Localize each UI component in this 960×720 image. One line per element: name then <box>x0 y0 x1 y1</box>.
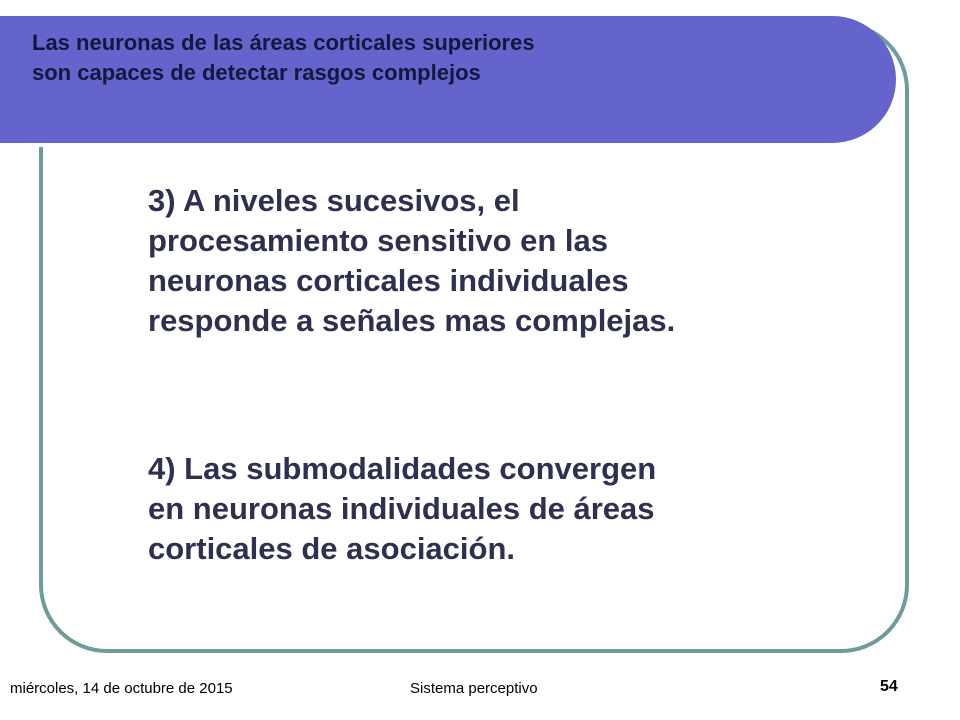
body-point-3-line-2: procesamiento sensitivo en las <box>148 223 609 258</box>
body-point-4-line-2: en neuronas individuales de áreas <box>148 491 655 526</box>
body-point-3-line-4: responde a señales mas complejas. <box>148 303 676 338</box>
footer-title: Sistema perceptivo <box>410 680 538 697</box>
body-point-3-line-3: neuronas corticales individuales <box>148 263 629 298</box>
body-point-4-line-3: corticales de asociación. <box>148 531 516 566</box>
title-underline <box>0 143 848 147</box>
body-point-3-line-1: 3) A niveles sucesivos, el <box>148 183 520 218</box>
slide-title-line-1: Las neuronas de las áreas corticales superiores <box>32 30 535 55</box>
page-number: 54 <box>880 678 898 695</box>
slide-title-line-2: son capaces de detectar rasgos complejos <box>32 60 481 85</box>
body-point-4-line-1: 4) Las submodalidades convergen <box>148 451 657 486</box>
body-point-4 <box>148 449 656 569</box>
body-point-3 <box>148 181 675 341</box>
footer-date: miércoles, 14 de octubre de 2015 <box>10 680 233 697</box>
slide-title <box>32 28 535 88</box>
